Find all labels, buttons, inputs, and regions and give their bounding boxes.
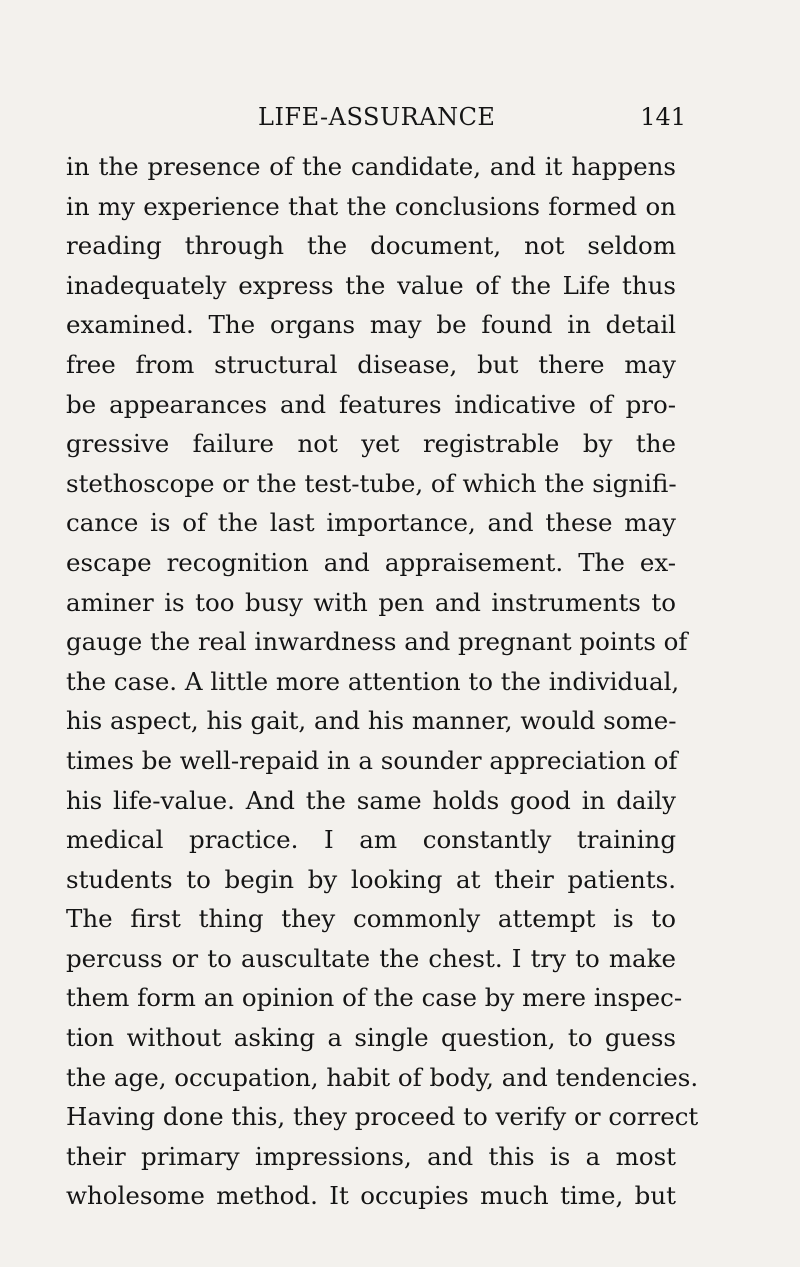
text-line: them form an opinion of the case by mere inspec- xyxy=(66,983,683,1013)
text-line: students to begin by looking at their patients. xyxy=(66,864,676,894)
text-line: aminer is too busy with pen and instruments to xyxy=(66,587,676,617)
text-line: percuss or to auscultate the chest. I try to make xyxy=(66,943,676,973)
text-line: wholesome method. It occupies much time, but xyxy=(66,1181,676,1211)
text-line: gressive failure not yet registrable by the xyxy=(66,429,676,459)
text-line: medical practice. I am constantly training xyxy=(66,825,676,855)
page-header xyxy=(66,101,686,137)
text-line: escape recognition and appraisement. The ex- xyxy=(66,547,676,577)
text-line: his aspect, his gait, and his manner, would some- xyxy=(66,706,677,736)
text-line: their primary impressions, and this is a most xyxy=(66,1141,676,1171)
text-line: reading through the document, not seldom xyxy=(66,231,676,261)
text-line: tion without asking a single question, to guess xyxy=(66,1023,676,1053)
text-line: the case. A little more attention to the individual, xyxy=(66,666,680,696)
text-line: stethoscope or the test-tube, of which the signifi- xyxy=(66,468,677,498)
text-line: the age, occupation, habit of body, and tendencies. xyxy=(66,1062,699,1092)
text-line: in the presence of the candidate, and it happens xyxy=(66,152,676,181)
text-line: in my experience that the conclusions formed on xyxy=(66,191,676,221)
text-line: his life-value. And the same holds good in daily xyxy=(66,785,676,815)
text-line: examined. The organs may be found in detail xyxy=(66,310,676,340)
body-text xyxy=(66,147,699,1216)
text-line: The first thing they commonly attempt is to xyxy=(66,904,676,934)
text-line: cance is of the last importance, and these may xyxy=(66,508,676,538)
text-line: times be well-repaid in a sounder appreciation of xyxy=(66,745,678,775)
text-line: be appearances and features indicative of pro- xyxy=(66,389,676,419)
text-line: gauge the real inwardness and pregnant points of xyxy=(66,627,688,657)
text-line: free from structural disease, but there may xyxy=(66,349,676,379)
page-number: 141 xyxy=(640,103,686,131)
text-line: Having done this, they proceed to verify or correct xyxy=(66,1102,699,1132)
running-head: LIFE-ASSURANCE xyxy=(258,103,496,131)
text-line: inadequately express the value of the Life thus xyxy=(66,270,676,300)
